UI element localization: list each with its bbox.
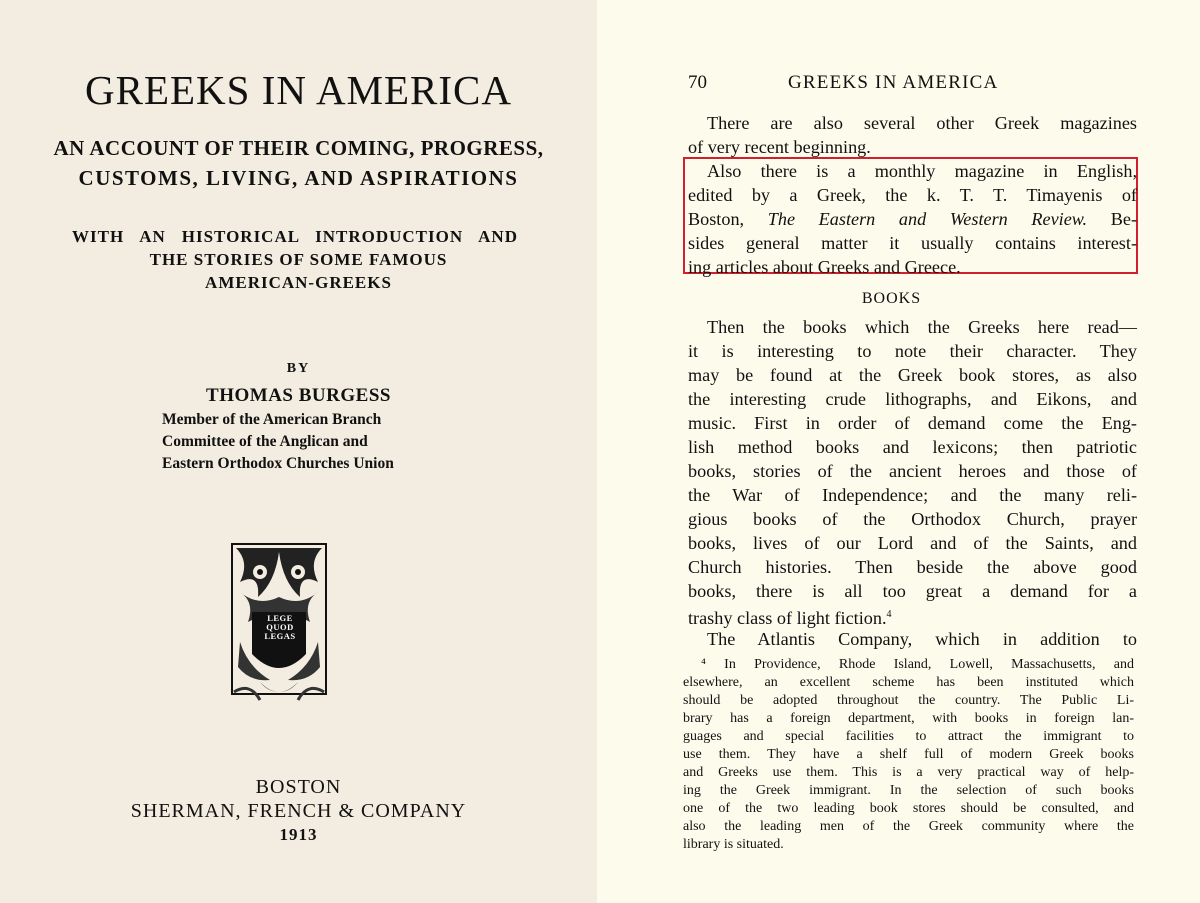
intro-line-2: THE STORIES OF SOME FAMOUS [149,250,448,269]
book-title: GREEKS IN AMERICA [84,67,513,113]
text-line: the interesting crude lithographs, and Eikons, and [688,389,1137,409]
text-line: edited by a Greek, the k. T. T. Timayenis of [688,185,1137,205]
footnote-line: elsewhere, an excellent scheme has been instituted which [683,675,1134,690]
footnote-line: brary has a foreign department, with books in foreign lan- [683,711,1134,726]
subtitle-line-1: AN ACCOUNT OF THEIR COMING, PROGRESS, [53,136,544,160]
footnote-line: one of the two leading book stores should be consulted, and [683,801,1134,816]
section-heading [597,290,1200,308]
publisher-city: BOSTON [255,776,342,798]
emblem-motto [257,614,303,641]
text-fragment: trashy class of light fiction. [688,608,887,629]
by-label: BY [286,361,311,376]
text-fragment: Be- [1110,209,1138,229]
text-line: gious books of the Orthodox Church, prayer [688,509,1137,529]
affiliation-line-2: Committee of the Anglican and [162,433,368,450]
affiliation-line-1: Member of the American Branch [162,411,382,428]
text-line: books, lives of our Lord and of the Saints, and [688,533,1137,553]
text-page [597,0,1200,903]
text-line: Church histories. Then beside the above good [688,557,1137,577]
publication-year: 1913 [279,825,318,844]
footnote-reference[interactable]: 4 [886,609,892,620]
text-line: lish method books and lexicons; then patriotic [688,437,1137,457]
text-line: Also there is a monthly magazine in English, [707,161,1137,181]
footnote-line: library is situated. [683,837,784,852]
footnote-line: guages and special facilities to attract the immigrant to [683,729,1134,744]
footnote-line: ing the Greek immigrant. In the selection of such books [683,783,1134,798]
footnote-line: should be adopted throughout the country. The Public Li- [683,693,1134,708]
text-line: books, stories of the ancient heroes and those of [688,461,1137,481]
text-line: music. First in order of demand come the Eng- [688,413,1137,433]
section-heading-text: BOOKS [861,290,922,307]
emblem-motto-line-3: LEGAS [264,631,296,641]
publisher-name: SHERMAN, FRENCH & COMPANY [130,800,467,822]
text-line-with-title [688,208,1137,230]
emblem-motto-line-2: QUOD [266,622,294,632]
text-fragment: Boston, [688,209,745,229]
footnote-line: ⁴ In Providence, Rhode Island, Lowell, Massachusetts, and [701,657,1134,672]
footnote-line: use them. They have a shelf full of modern Greek books [683,747,1134,762]
text-line: it is interesting to note their character. They [688,341,1137,361]
footnote-line: also the leading men of the Greek community where the [683,819,1134,834]
page-number: 70 [688,72,707,93]
text-line: There are also several other Greek magazines [707,113,1137,133]
text-line: Then the books which the Greeks here read— [707,317,1137,337]
text-line: The Atlantis Company, which in addition to [707,629,1137,649]
subtitle-line-2: CUSTOMS, LIVING, AND ASPIRATIONS [78,166,519,190]
text-line: of very recent beginning. [688,137,871,157]
intro-line-1: WITH AN HISTORICAL INTRODUCTION AND [72,227,518,246]
emblem-motto-line-1: LEGE [267,613,293,623]
text-line: the War of Independence; and the many reli- [688,485,1137,505]
footnote-line: and Greeks use them. This is a very practical way of help- [683,765,1134,780]
text-line [688,604,1137,629]
intro-line-3: AMERICAN-GREEKS [205,273,392,292]
text-line: books, there is all too great a demand for a [688,581,1137,601]
text-line: may be found at the Greek book stores, as also [688,365,1137,385]
text-line: ing articles about Greeks and Greece. [688,257,961,277]
title-page [0,0,597,903]
affiliation-line-3: Eastern Orthodox Churches Union [162,455,394,472]
text-line: sides general matter it usually contains interest- [688,233,1137,253]
author-name: THOMAS BURGESS [206,385,391,406]
magazine-title: The Eastern and Western Review. [767,209,1088,229]
running-header: GREEKS IN AMERICA [788,72,999,93]
